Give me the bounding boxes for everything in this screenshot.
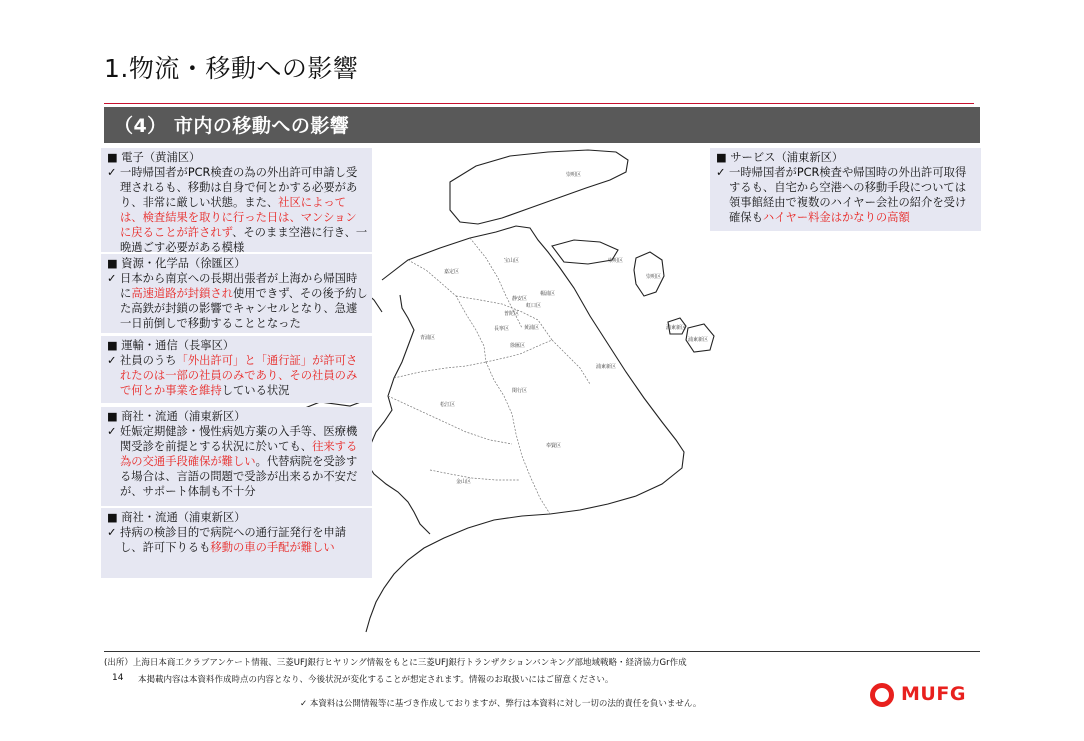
case-text-normal: 。代替病院を受診する場合は、言語の問題で受診が出来るか不安だが、サポート体制も不十分 bbox=[120, 455, 358, 498]
district-label: 浦東新区 bbox=[596, 364, 617, 370]
case-text bbox=[107, 353, 368, 398]
district-label: 普陀区 bbox=[504, 311, 520, 317]
mufg-logo-text: MUFG bbox=[901, 683, 966, 705]
district-label: 宝山区 bbox=[504, 258, 520, 264]
district-border bbox=[430, 470, 520, 480]
district-border bbox=[552, 340, 590, 384]
case-text bbox=[107, 525, 368, 555]
case-box-trading-2 bbox=[101, 508, 372, 578]
case-header: ■ 商社・流通（浦東新区） bbox=[107, 511, 246, 524]
case-text-normal: ✓ 日本から南京への長期出張者が上海から帰国時に bbox=[107, 272, 358, 300]
case-text bbox=[107, 271, 368, 331]
district-label: 嘉定区 bbox=[444, 269, 460, 275]
case-text-highlight: 高速道路が封鎖され bbox=[131, 287, 233, 300]
case-text bbox=[107, 165, 368, 255]
district-label: 虹口区 bbox=[526, 303, 542, 309]
case-text-highlight: 「外出許可」と「通行証」が許可されたのは一部の社員のみであり、その社員のみで何とか事業を維持 bbox=[120, 354, 358, 397]
district-label: 松江区 bbox=[440, 402, 456, 408]
district-label: 黄浦区 bbox=[524, 325, 540, 331]
section-title: （4） 市内の移動への影響 bbox=[114, 115, 350, 137]
district-label: 浦東新区 bbox=[688, 337, 709, 343]
case-box-service bbox=[710, 148, 981, 231]
case-text-highlight: 移動の車の手配が難しい bbox=[210, 541, 335, 554]
section-bar bbox=[104, 107, 980, 143]
case-text-normal: ✓ 妊娠定期健診・慢性病処方薬の入手等、医療機関受診を前提とする状況に於いても、 bbox=[107, 425, 358, 453]
disclaimer-text: ✓ 本資料は公開情報等に基づき作成しておりますが、弊行は本資料に対し一切の法的責任を負いません。 bbox=[300, 699, 702, 709]
district-label: 楊浦区 bbox=[540, 291, 556, 297]
district-label: 浦東新区 bbox=[666, 325, 687, 331]
district-label: 崇明区 bbox=[566, 172, 582, 178]
page-title: 1.物流・移動への影響 bbox=[104, 54, 359, 83]
mufg-logo-icon bbox=[870, 683, 894, 707]
source-note: (出所）上海日本商工クラブアンケート情報、三菱UFJ銀行ヒヤリング情報をもとに三菱UFJ銀行トランザクションバンキング部地域戦略・経済協力Gr作成 bbox=[104, 658, 687, 668]
district-border bbox=[394, 362, 486, 378]
district-label: 静安区 bbox=[512, 296, 528, 302]
district-label: 崇明区 bbox=[608, 258, 624, 264]
case-header: ■ 資源・化学品（徐匯区） bbox=[107, 257, 246, 270]
district-label: 奉賢区 bbox=[546, 443, 562, 449]
case-box-resources bbox=[101, 254, 372, 333]
page-number: 14 bbox=[112, 673, 124, 683]
case-header: ■ 電子（黄浦区） bbox=[107, 151, 201, 164]
footer-divider bbox=[104, 651, 980, 652]
district-label: 徐匯区 bbox=[510, 343, 526, 349]
case-text-normal: ✓ 社員のうち bbox=[107, 354, 177, 367]
case-text-normal: ✓ 持病の検診目的で病院への通行証発行を申請し、許可下りるも bbox=[107, 526, 346, 554]
case-box-transport bbox=[101, 336, 372, 403]
case-header: ■ サービス（浦東新区） bbox=[716, 151, 844, 164]
district-label: 閔行区 bbox=[512, 388, 528, 394]
title-divider bbox=[104, 103, 974, 104]
district-label: 崇明区 bbox=[646, 274, 662, 280]
mainland-outline bbox=[366, 226, 687, 632]
case-text-normal: 、そのまま空港に行き、一晩過ごす必要がある模様 bbox=[120, 226, 368, 254]
case-text-highlight: 往来する為の交通手段確保が難しい bbox=[120, 440, 358, 468]
district-label: 金山区 bbox=[456, 479, 472, 485]
case-text bbox=[716, 165, 977, 225]
case-header: ■ 商社・流通（浦東新区） bbox=[107, 410, 246, 423]
case-text-normal: している状況 bbox=[221, 384, 290, 397]
district-label: 長寧区 bbox=[494, 326, 510, 332]
case-text bbox=[107, 424, 368, 499]
district-border bbox=[408, 260, 486, 362]
mufg-logo bbox=[870, 682, 980, 708]
case-text-highlight: ハイヤー料金はかなりの高額 bbox=[762, 211, 910, 224]
district-border bbox=[486, 362, 550, 514]
case-text-normal: ✓ 一時帰国者がPCR検査の為の外出許可申請し受理されるも、移動は自身で何とかする必要があり、非常に厳しい状態。また、 bbox=[107, 166, 358, 209]
case-text-normal: ✓ 一時帰国者がPCR検査や帰国時の外出許可取得するも、自宅から空港への移動手段については領事館経由で複数のハイヤー会社の紹介を受け確保も bbox=[716, 166, 967, 224]
case-box-electronics bbox=[101, 148, 372, 252]
district-label: 青浦区 bbox=[420, 335, 436, 341]
case-text-normal: 使用できず、その後予約した高鉄が封鎖の影響でキャンセルとなり、急遽一日前倒しで移動することとなった bbox=[120, 287, 368, 330]
case-header: ■ 運輸・通信（長寧区） bbox=[107, 339, 235, 352]
chongming-island bbox=[450, 150, 628, 224]
case-box-trading-1 bbox=[101, 407, 372, 506]
notice-text: 本掲載内容は本資料作成時点の内容となり、今後状況が変化することが想定されます。情報のお取扱いにはご留意ください。 bbox=[138, 675, 614, 685]
case-text-highlight: 社区によっては、検査結果を取りに行った日は、マンションに戻ることが許されず bbox=[120, 196, 357, 239]
